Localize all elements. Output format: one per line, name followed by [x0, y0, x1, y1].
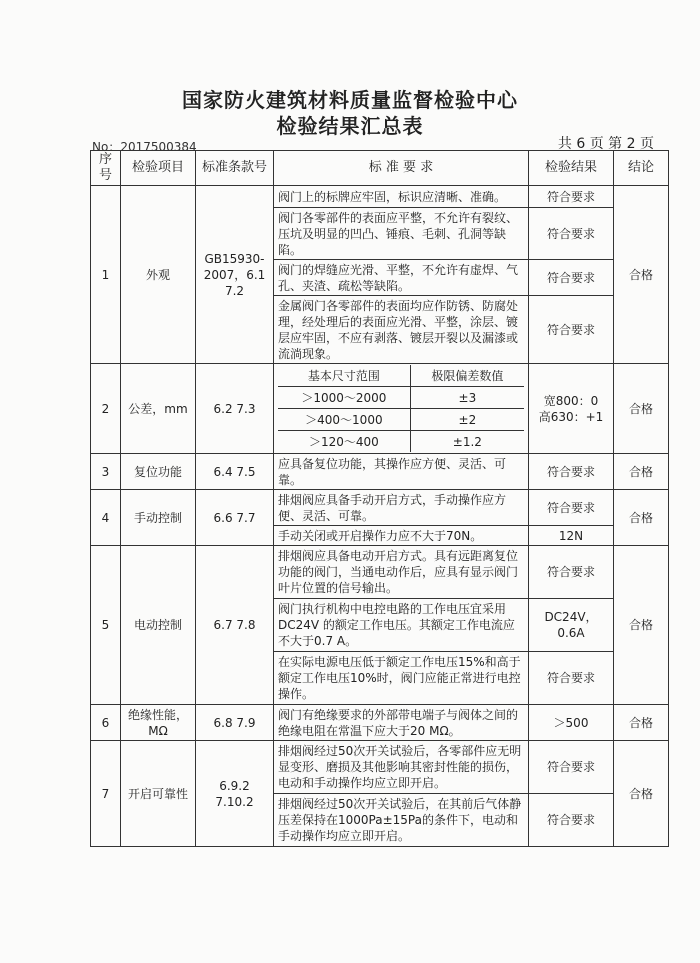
result-cell: DC24V，0.6A — [529, 599, 614, 652]
tolerance-subtable — [278, 365, 524, 452]
row-clause: 6.4 7.5 — [196, 454, 274, 490]
row-item: 外观 — [121, 186, 196, 364]
header-conclusion: 结论 — [614, 151, 669, 186]
row-number: 6 — [91, 705, 121, 741]
result-cell: 符合要求 — [529, 186, 614, 208]
requirement-cell: 阀门的焊缝应光滑、平整，不允许有虚焊、气孔、夹渣、疏松等缺陷。 — [274, 260, 529, 296]
requirement-cell: 阀门各零部件的表面应平整，不允许有裂纹、压坑及明显的凹凸、锤痕、毛刺、孔洞等缺陷。 — [274, 208, 529, 260]
row-clause: GB15930-2007，6.1 7.2 — [196, 186, 274, 364]
header-clause: 标准条款号 — [196, 151, 274, 186]
sub-header-range: 基本尺寸范围 — [278, 365, 410, 387]
table-row — [91, 741, 669, 794]
result-cell: 12N — [529, 526, 614, 546]
table-header-row — [91, 151, 669, 186]
conclusion-cell: 合格 — [614, 490, 669, 546]
row-item: 复位功能 — [121, 454, 196, 490]
result-width: 宽800：0 — [543, 393, 599, 408]
result-height: 高630：+1 — [538, 409, 604, 424]
sub-cell-range: ＞400～1000 — [278, 409, 410, 431]
table-row — [91, 454, 669, 490]
result-cell: 符合要求 — [529, 741, 614, 794]
requirement-cell: 阀门执行机构中电控电路的工作电压宜采用 DC24V 的额定工作电压。其额定工作电流应不大于0.7 A。 — [274, 599, 529, 652]
header-requirement: 标 准 要 求 — [274, 151, 529, 186]
page-info: 共 6 页 第 2 页 — [557, 136, 654, 152]
requirement-cell: 排烟阀经过50次开关试验后，在其前后气体静压差保持在1000Pa±15Pa的条件下，电动和手动操作均应立即开启。 — [274, 794, 529, 847]
row-clause: 6.9.2 7.10.2 — [196, 741, 274, 847]
row-number: 4 — [91, 490, 121, 546]
row-item: 开启可靠性 — [121, 741, 196, 847]
conclusion-cell: 合格 — [614, 364, 669, 454]
row-number: 7 — [91, 741, 121, 847]
result-cell: 符合要求 — [529, 546, 614, 599]
sub-cell-deviation: ±3 — [410, 387, 524, 409]
tolerance-subtable-cell — [274, 364, 529, 454]
report-title: 检验结果汇总表 — [276, 114, 424, 138]
result-cell — [529, 364, 614, 454]
conclusion-cell: 合格 — [614, 546, 669, 705]
result-cell: 符合要求 — [529, 490, 614, 526]
result-cell: ＞500 — [529, 705, 614, 741]
result-cell: 符合要求 — [529, 794, 614, 847]
row-clause: 6.2 7.3 — [196, 364, 274, 454]
sub-cell-range: ＞120～400 — [278, 431, 410, 453]
table-row — [91, 705, 669, 741]
table-row — [91, 490, 669, 526]
row-clause: 6.8 7.9 — [196, 705, 274, 741]
row-item: 公差，mm — [121, 364, 196, 454]
requirement-cell: 手动关闭或开启操作力应不大于70N。 — [274, 526, 529, 546]
row-clause: 6.6 7.7 — [196, 490, 274, 546]
row-number: 5 — [91, 546, 121, 705]
row-clause: 6.7 7.8 — [196, 546, 274, 705]
requirement-cell: 金属阀门各零部件的表面均应作防锈、防腐处理，经处理后的表面应光滑、平整，涂层、镀层应牢固，不应有剥落、镀层开裂以及漏漆或流淌现象。 — [274, 296, 529, 364]
sub-cell-range: ＞1000～2000 — [278, 387, 410, 409]
table-row — [91, 186, 669, 208]
conclusion-cell: 合格 — [614, 705, 669, 741]
result-cell: 符合要求 — [529, 260, 614, 296]
document-number: No：2017500384 — [92, 140, 197, 154]
requirement-cell: 阀门有绝缘要求的外部带电端子与阀体之间的绝缘电阻在常温下应大于20 MΩ。 — [274, 705, 529, 741]
requirement-cell: 排烟阀应具备手动开启方式，手动操作应方便、灵活、可靠。 — [274, 490, 529, 526]
row-number: 2 — [91, 364, 121, 454]
requirement-cell: 在实际电源电压低于额定工作电压15%和高于额定工作电压10%时，阀门应能正常进行电控操作。 — [274, 652, 529, 705]
result-cell: 符合要求 — [529, 454, 614, 490]
header-item: 检验项目 — [121, 151, 196, 186]
row-number: 3 — [91, 454, 121, 490]
table-row — [91, 364, 669, 454]
org-title: 国家防火建筑材料质量监督检验中心 — [182, 88, 518, 112]
results-table — [90, 150, 669, 847]
result-cell: 符合要求 — [529, 296, 614, 364]
header-result: 检验结果 — [529, 151, 614, 186]
row-number: 1 — [91, 186, 121, 364]
conclusion-cell: 合格 — [614, 186, 669, 364]
row-item: 手动控制 — [121, 490, 196, 546]
sub-cell-deviation: ±1.2 — [410, 431, 524, 453]
requirement-cell: 应具备复位功能，其操作应方便、灵活、可靠。 — [274, 454, 529, 490]
requirement-cell: 阀门上的标牌应牢固，标识应清晰、准确。 — [274, 186, 529, 208]
row-item: 电动控制 — [121, 546, 196, 705]
conclusion-cell: 合格 — [614, 741, 669, 847]
conclusion-cell: 合格 — [614, 454, 669, 490]
sub-cell-deviation: ±2 — [410, 409, 524, 431]
sub-header-deviation: 极限偏差数值 — [410, 365, 524, 387]
result-cell: 符合要求 — [529, 652, 614, 705]
result-cell: 符合要求 — [529, 208, 614, 260]
requirement-cell: 排烟阀经过50次开关试验后，各零部件应无明显变形、磨损及其他影响其密封性能的损伤，电动和手动操作均应立即开启。 — [274, 741, 529, 794]
table-row — [91, 546, 669, 599]
requirement-cell: 排烟阀应具备电动开启方式。具有远距离复位功能的阀门，当通电动作后，应具有显示阀门叶片位置的信号输出。 — [274, 546, 529, 599]
row-item: 绝缘性能，MΩ — [121, 705, 196, 741]
header-no: 序号 — [91, 151, 121, 186]
